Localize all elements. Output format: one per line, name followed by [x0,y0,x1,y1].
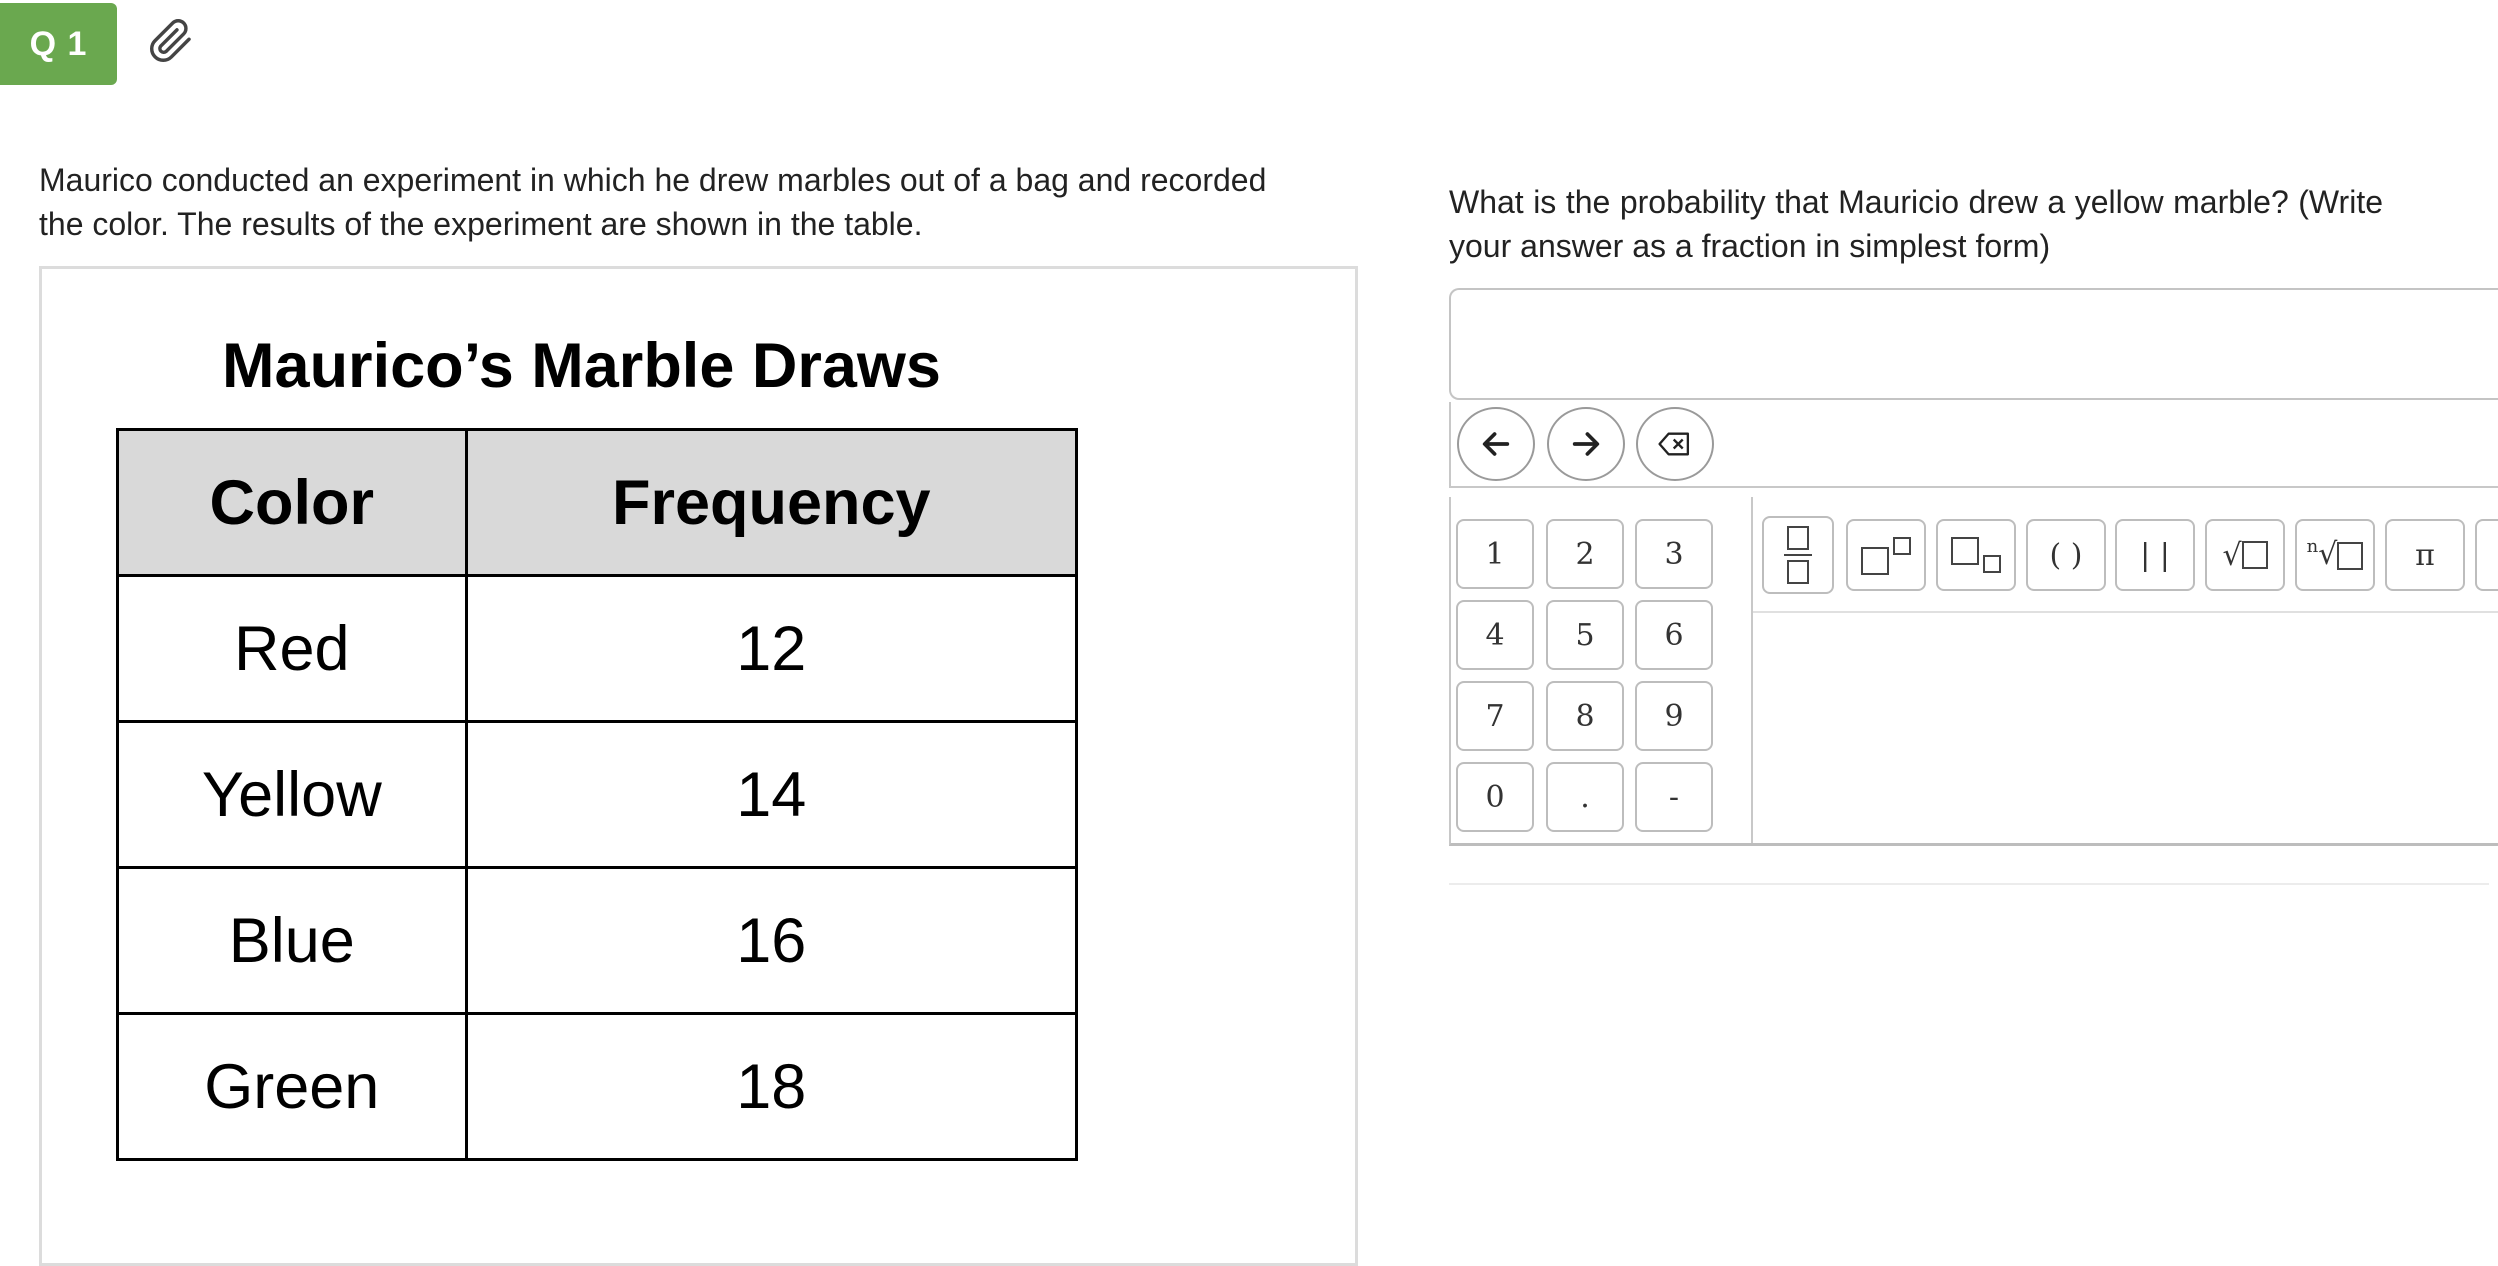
exponent-button[interactable] [1846,519,1926,591]
key-3[interactable]: 3 [1635,519,1713,589]
arrow-left-icon [1479,427,1513,461]
subscript-icon [1949,535,2003,575]
nth-root-icon: n √ [2307,538,2364,572]
key-4[interactable]: 4 [1456,600,1534,670]
answer-input[interactable] [1449,288,2498,400]
color-cell: Yellow [118,722,467,868]
frequency-cell: 16 [466,868,1076,1014]
parentheses-button[interactable]: ( ) [2026,519,2106,591]
move-left-button[interactable] [1457,407,1535,481]
key-8[interactable]: 8 [1546,681,1624,751]
absolute-value-button[interactable]: | | [2115,519,2195,591]
table-header-row [118,430,1077,576]
nth-root-button[interactable] [2295,519,2375,591]
backspace-button[interactable] [1636,407,1714,481]
color-cell: Green [118,1014,467,1160]
keypad-divider [1751,497,1753,843]
key-2[interactable]: 2 [1546,519,1624,589]
key-6[interactable]: 6 [1635,600,1713,670]
key-9[interactable]: 9 [1635,681,1713,751]
section-divider [1449,883,2489,885]
table-row [118,1014,1077,1160]
column-header-color: Color [118,430,467,576]
fraction-denominator-box-icon [1787,560,1809,584]
exponent-icon [1859,535,1913,575]
square-root-icon: √ [2222,538,2267,573]
color-cell: Red [118,576,467,722]
fraction-bar-icon [1784,554,1812,556]
move-right-button[interactable] [1547,407,1625,481]
table-row [118,576,1077,722]
question-prompt: What is the probability that Mauricio drew a yellow marble? (Write your answer as a fraction in simplest form) [1449,184,2383,264]
question-stem: Maurico conducted an experiment in which he drew marbles out of a bag and recorded the color. The results of the experiment are shown in the table. [39,162,1267,242]
arrow-right-icon [1569,427,1603,461]
key-decimal[interactable]: . [1546,762,1624,832]
color-cell: Blue [118,868,467,1014]
table-row [118,868,1077,1014]
table-title: Maurico’s Marble Draws [222,331,941,401]
pi-button[interactable]: π [2385,519,2465,591]
frequency-cell: 14 [466,722,1076,868]
fraction-numerator-box-icon [1787,526,1809,550]
next-tool-button[interactable] [2475,519,2498,591]
toolbar-divider [1753,611,2498,613]
cursor-nav-toolbar [1449,402,2498,488]
column-header-frequency: Frequency [466,430,1076,576]
key-0[interactable]: 0 [1456,762,1534,832]
fraction-button[interactable] [1762,516,1834,594]
key-minus[interactable]: - [1635,762,1713,832]
frequency-cell: 18 [466,1014,1076,1160]
square-root-button[interactable] [2205,519,2285,591]
subscript-button[interactable] [1936,519,2016,591]
table-row [118,722,1077,868]
marble-frequency-table [116,428,1078,1161]
question-number-badge: Q 1 [0,3,117,85]
paperclip-icon[interactable] [148,18,194,64]
frequency-cell: 12 [466,576,1076,722]
key-5[interactable]: 5 [1546,600,1624,670]
key-1[interactable]: 1 [1456,519,1534,589]
key-7[interactable]: 7 [1456,681,1534,751]
backspace-icon [1657,429,1693,459]
